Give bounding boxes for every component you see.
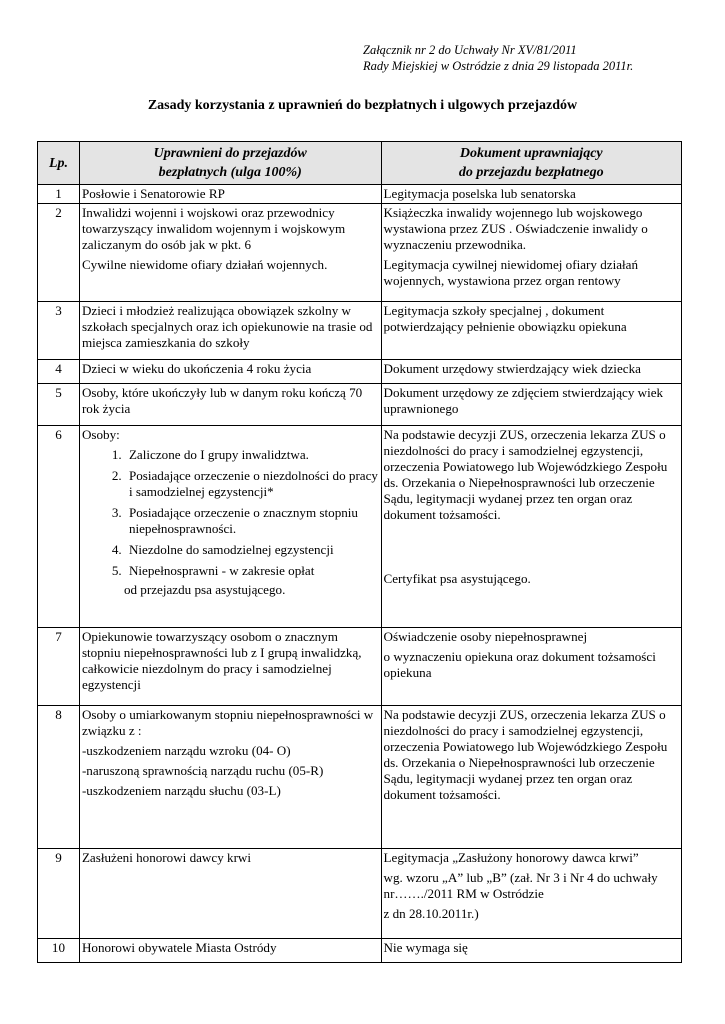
- document-cell: [381, 302, 681, 360]
- table-row: [38, 185, 682, 204]
- list-item: 4. Niezdolne do samodzielnej egzystencji: [125, 542, 379, 558]
- entitled-text: Zasłużeni honorowi dawcy krwi: [81, 850, 252, 865]
- list-item: 2. Posiadające orzeczenie o niezdolności do pracy i samodzielnej egzystencji*: [125, 468, 379, 500]
- list-continuation: od przejazdu psa asystującego.: [123, 582, 286, 597]
- row-number: 5: [38, 384, 80, 426]
- document-text: Dokument urzędowy stwierdzający wiek dziecka: [383, 361, 641, 376]
- document-text: Legitymacja „Zasłużony honorowy dawca krwi”: [383, 850, 639, 865]
- entitled-text: Opiekunowie towarzyszący osobom o znacznym stopniu niepełnosprawności lub z I grupą inwalidzką, całkowicie niezdolnym do pracy i samodzielnej egzystencji: [81, 629, 362, 692]
- entitled-text: -uszkodzeniem narządu słuchu (03-L): [81, 783, 281, 798]
- entitled-cell: [79, 302, 381, 360]
- table-row: [38, 849, 682, 939]
- table-row: [38, 302, 682, 360]
- row-number: 3: [38, 302, 80, 360]
- document-text: o wyznaczeniu opiekuna oraz dokument tożsamości opiekuna: [383, 649, 656, 680]
- document-text: Certyfikat psa asystującego.: [383, 571, 531, 586]
- attachment-note: [363, 42, 633, 74]
- privileges-table: [37, 141, 682, 963]
- document-text: Nie wymaga się: [383, 940, 468, 955]
- entitled-cell: [79, 204, 381, 302]
- header-document-line2: do przejazdu bezpłatnego: [458, 165, 604, 180]
- entitled-cell: [79, 426, 381, 628]
- entitled-intro: Osoby:: [81, 427, 120, 442]
- document-cell: [381, 939, 681, 963]
- table-row: [38, 360, 682, 384]
- header-entitled-line1: Uprawnieni do przejazdów: [153, 146, 307, 161]
- document-text: Dokument urzędowy ze zdjęciem stwierdzający wiek uprawnionego: [383, 385, 664, 416]
- document-text: Legitymacja cywilnej niewidomej ofiary działań wojennych, wystawiona przez organ rentowy: [383, 257, 639, 288]
- entitled-text: Cywilne niewidome ofiary działań wojennych.: [81, 257, 328, 272]
- row-number: 8: [38, 706, 80, 849]
- entitled-cell: [79, 628, 381, 706]
- disability-list: [82, 447, 379, 579]
- document-cell: [381, 204, 681, 302]
- row-number: 9: [38, 849, 80, 939]
- row-number: 7: [38, 628, 80, 706]
- entitled-text: -naruszoną sprawnością narządu ruchu (05-R): [81, 763, 324, 778]
- header-entitled-line2: bezpłatnych (ulga 100%): [158, 165, 302, 180]
- entitled-text: Osoby o umiarkowanym stopniu niepełnosprawności w związku z :: [81, 707, 374, 738]
- document-cell: [381, 360, 681, 384]
- document-text: Na podstawie decyzji ZUS, orzeczenia lekarza ZUS o niezdolności do pracy i samodzielnej egzystencji, orzeczenia Powiatowego lub Wojewódzkiego Zespołu ds. Orzekania o Niepełnosprawności lub orzeczenie Sądu, legitymacji wydanej przez ten organ oraz dokument tożsamości.: [383, 707, 668, 802]
- document-cell: [381, 706, 681, 849]
- document-cell: [381, 628, 681, 706]
- table-header-row: [38, 142, 682, 185]
- row-number: 10: [38, 939, 80, 963]
- document-text: Legitymacja poselska lub senatorska: [383, 186, 576, 201]
- document-cell: [381, 849, 681, 939]
- entitled-cell: [79, 706, 381, 849]
- table-row: [38, 628, 682, 706]
- entitled-text: Dzieci w wieku do ukończenia 4 roku życia: [81, 361, 312, 376]
- entitled-cell: [79, 939, 381, 963]
- header-entitled: [79, 142, 381, 185]
- list-item: 5. Niepełnosprawni - w zakresie opłat: [125, 563, 379, 579]
- entitled-text: Inwalidzi wojenni i wojskowi oraz przewodnicy towarzyszący inwalidom wojennym i wojskowym zaliczanym do osób jak w pkt. 6: [81, 205, 346, 252]
- table-row: [38, 204, 682, 302]
- document-title: Zasady korzystania z uprawnień do bezpłatnych i ulgowych przejazdów: [147, 98, 578, 113]
- entitled-text: -uszkodzeniem narządu wzroku (04- O): [81, 743, 291, 758]
- document-cell: [381, 185, 681, 204]
- attachment-note-line1: Załącznik nr 2 do Uchwały Nr XV/81/2011: [363, 43, 577, 57]
- document-text: Na podstawie decyzji ZUS, orzeczenia lekarza ZUS o niezdolności do pracy i samodzielnej egzystencji, orzeczenia Powiatowego lub Wojewódzkiego Zespołu ds. Orzekania o Niepełnosprawności lub orzeczenie Sądu, legitymacji wydanej przez ten organ oraz dokument tożsamości.: [383, 427, 668, 522]
- table-row: [38, 939, 682, 963]
- entitled-text: Honorowi obywatele Miasta Ostródy: [81, 940, 277, 955]
- document-text: Książeczka inwalidy wojennego lub wojskowego wystawiona przez ZUS . Oświadczenie inwalidy o wyznaczeniu przewodnika.: [383, 205, 648, 252]
- document-text: wg. wzoru „A” lub „B” (zał. Nr 3 i Nr 4 do uchwały nr……./2011 RM w Ostródzie: [383, 870, 658, 901]
- table-row: [38, 384, 682, 426]
- document-text: Legitymacja szkoły specjalnej , dokument potwierdzający pełnienie obowiązku opiekuna: [383, 303, 627, 334]
- list-item: 3. Posiadające orzeczenie o znacznym stopniu niepełnosprawności.: [125, 505, 379, 537]
- entitled-text: Dzieci i młodzież realizująca obowiązek szkolny w szkołach specjalnych oraz ich opiekunowie na trasie od miejsca zamieszkania do szkoły: [81, 303, 373, 350]
- entitled-text: Osoby, które ukończyły lub w danym roku kończą 70 rok życia: [81, 385, 363, 416]
- row-number: 6: [38, 426, 80, 628]
- document-cell: [381, 384, 681, 426]
- table-row: [38, 706, 682, 849]
- list-item: 1. Zaliczone do I grupy inwalidztwa.: [125, 447, 379, 463]
- entitled-cell: [79, 384, 381, 426]
- entitled-cell: [79, 185, 381, 204]
- entitled-cell: [79, 849, 381, 939]
- row-number: 2: [38, 204, 80, 302]
- table-row: [38, 426, 682, 628]
- document-cell: [381, 426, 681, 628]
- header-lp: Lp.: [38, 142, 80, 185]
- row-number: 4: [38, 360, 80, 384]
- document-text: z dn 28.10.2011r.): [383, 906, 479, 921]
- header-document: [381, 142, 681, 185]
- entitled-text: Posłowie i Senatorowie RP: [81, 186, 225, 201]
- entitled-cell: [79, 360, 381, 384]
- document-text: Oświadczenie osoby niepełnosprawnej: [383, 629, 588, 644]
- row-number: 1: [38, 185, 80, 204]
- header-document-line1: Dokument uprawniający: [459, 146, 603, 161]
- attachment-note-line2: Rady Miejskiej w Ostródzie z dnia 29 listopada 2011r.: [363, 59, 634, 73]
